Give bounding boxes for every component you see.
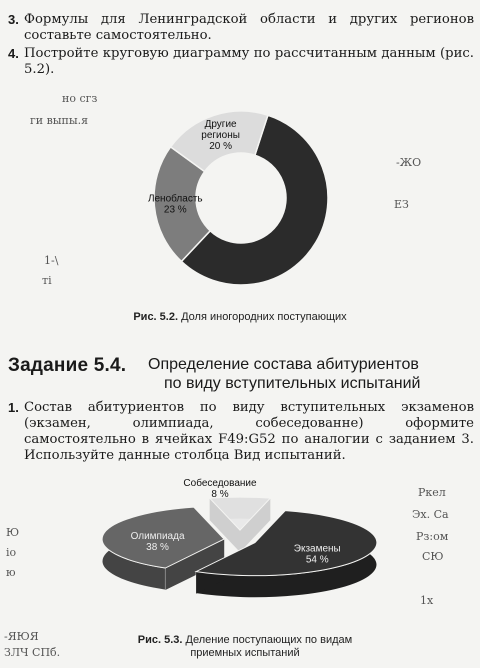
item-number: 1.	[8, 400, 19, 415]
list-item-4	[8, 46, 474, 78]
pie3d-label-1: Олимпиада 38 %	[130, 530, 185, 553]
pie3d-label-0: Экзамены 54 %	[293, 543, 341, 566]
item-text: Постройте круговую диаграмму по рассчитанным данным (рис. 5.2).	[24, 46, 474, 77]
bleed-text-left-3: 1-\	[44, 254, 59, 267]
item-text: Состав абитуриентов по виду вступительных экзаменов (экзамен, олимпиада, собеседованне) оформите самостоятельно в ячейках F49:G52 по аналогии с заданием 3. Используйте данные столбца Вид испытаний.	[24, 400, 474, 463]
bleed-text-left-b3: ю	[6, 566, 16, 579]
pie3d-label-2: Собеседование 8 %	[183, 478, 257, 500]
3d-pie-chart	[0, 478, 480, 628]
list-item-3	[8, 12, 474, 44]
bleed-text-right-b5: 1х	[420, 594, 434, 607]
bleed-text-left-2: ги выпы.я	[30, 114, 89, 127]
task-subtitle-line1: Определение состава абитуриентов	[148, 356, 419, 373]
caption-number: Рис. 5.3.	[137, 634, 183, 646]
bleed-text-left-b1: Ю	[6, 526, 20, 539]
figure-5-2-caption	[100, 311, 380, 324]
caption-text-line1: Деление поступающих по видам	[185, 634, 353, 646]
item-number: 3.	[8, 12, 19, 27]
bleed-text-right-b1: Ркел	[418, 486, 446, 499]
item-number: 4.	[8, 46, 19, 61]
doughnut-chart	[0, 84, 480, 314]
bleed-text-right-b4: СЮ	[422, 550, 444, 563]
bleed-text-left-b4: -ЯЮЯ	[4, 630, 39, 643]
task-subtitle-line2: по виду вступительных испытаний	[164, 375, 421, 392]
caption-number: Рис. 5.2.	[133, 311, 179, 323]
task-heading	[8, 355, 421, 392]
bleed-text-right-b2: Эх. Са	[412, 508, 449, 521]
doughnut-label-2: Другие регионы 20 %	[201, 119, 240, 153]
bleed-text-right-1: -ЖО	[396, 156, 422, 169]
pie3d-slices	[102, 478, 377, 598]
bleed-text-right-2: ЕЗ	[394, 198, 409, 211]
bleed-text-left-b5: ЗЛЧ СПб.	[4, 646, 61, 659]
bleed-text-left-1: но сгз	[62, 92, 98, 105]
doughnut-slices	[148, 111, 328, 285]
item-text: Формулы для Ленинградской области и других регионов составьте самостоятельно.	[24, 12, 474, 43]
figure-5-3-caption	[100, 634, 390, 660]
task-subtitle	[148, 355, 468, 393]
task-number: Задание 5.4.	[8, 355, 127, 376]
task-list-item-1	[8, 400, 474, 464]
bleed-text-right-b3: Рз:ом	[416, 530, 449, 543]
caption-text-line2: приемных испытаний	[190, 647, 300, 659]
caption-text: Доля иногородних поступающих	[181, 311, 347, 323]
bleed-text-left-4: ті	[42, 274, 52, 287]
bleed-text-left-b2: іо	[6, 546, 17, 559]
doughnut-label-1: Ленобласть 23 %	[147, 193, 203, 216]
